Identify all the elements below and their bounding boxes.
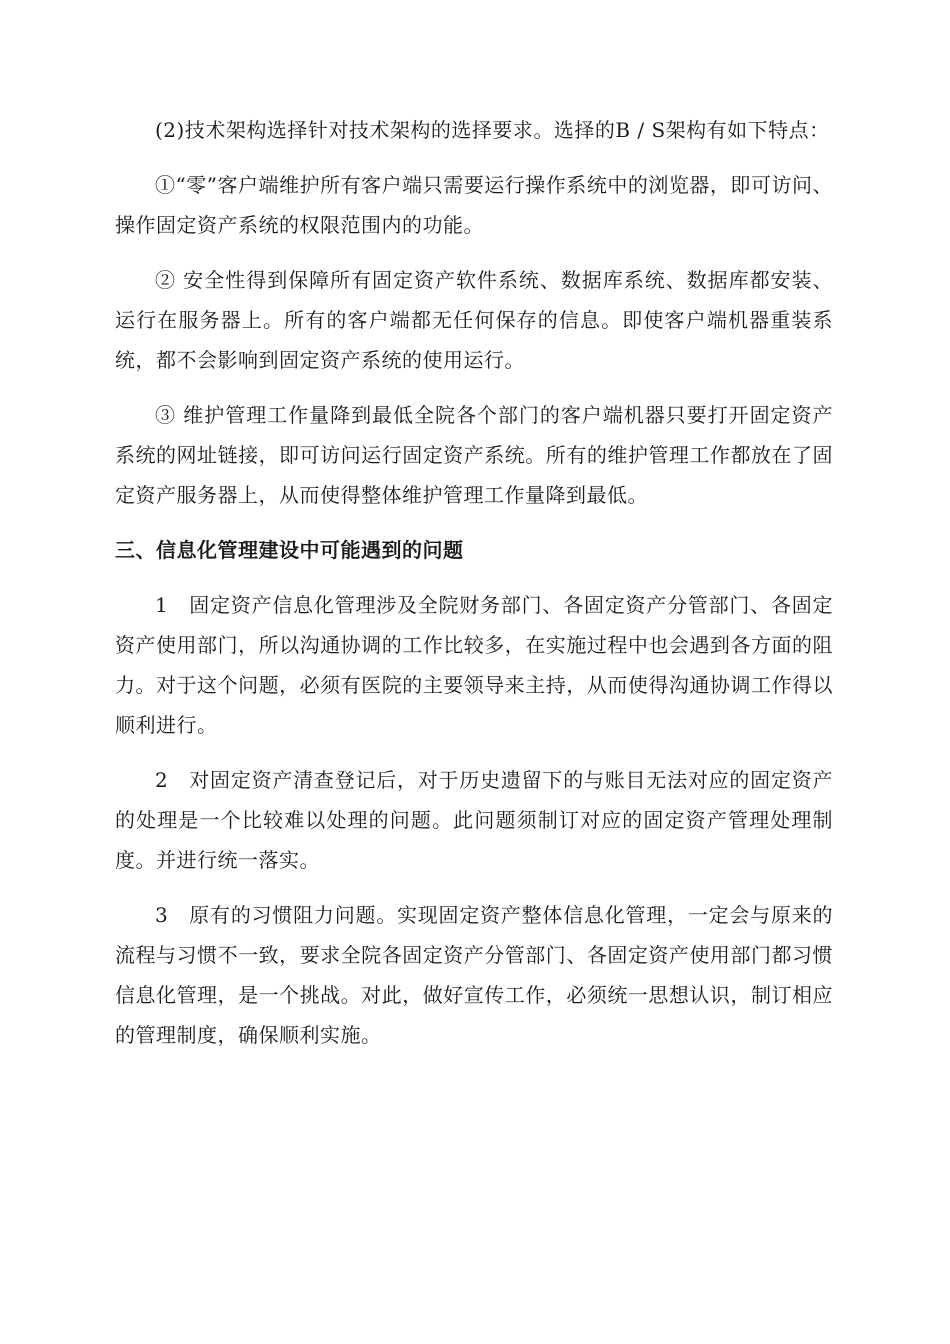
paragraph-issue-3: 3 原有的习惯阻力问题。实现固定资产整体信息化管理，一定会与原来的流程与习惯不一致，要求全院各固定资产分管部门、各固定资产使用部门都习惯信息化管理，是一个挑战。对此，做好宣传工作，必须统一思想认识，制订相应的管理制度，确保顺利实施。 [115, 903, 833, 1047]
section-heading: 三、信息化管理建设中可能遇到的问题 [115, 538, 464, 562]
paragraph-security: ② 安全性得到保障所有固定资产软件系统、数据库系统、数据库都安装、运行在服务器上。所有的客户端都无任何保存的信息。即使客户端机器重装系统，都不会影响到固定资产系统的使用运行。 [115, 268, 833, 372]
paragraph-issue-1: 1 固定资产信息化管理涉及全院财务部门、各固定资产分管部门、各固定资产使用部门，所以沟通协调的工作比较多，在实施过程中也会遇到各方面的阻力。对于这个问题，必须有医院的主要领导来主持，从而使得沟通协调工作得以顺利进行。 [115, 593, 833, 737]
paragraph-maintenance: ③ 维护管理工作量降到最低全院各个部门的客户端机器只要打开固定资产系统的网址链接，即可访问运行固定资产系统。所有的维护管理工作都放在了固定资产服务器上，从而使得整体维护管理工作量降到最低。 [115, 403, 833, 507]
paragraph-tech-architecture: (2)技术架构选择针对技术架构的选择要求。选择的B / S架构有如下特点： [155, 118, 830, 142]
document-page [115, 110, 833, 1070]
paragraph-issue-2: 2 对固定资产清查登记后，对于历史遗留下的与账目无法对应的固定资产的处理是一个比较难以处理的问题。此问题须制订对应的固定资产管理处理制度。并进行统一落实。 [115, 768, 833, 872]
paragraph-zero-client: ①“零”客户端维护所有客户端只需要运行操作系统中的浏览器，即可访问、操作固定资产系统的权限范围内的功能。 [115, 173, 833, 237]
